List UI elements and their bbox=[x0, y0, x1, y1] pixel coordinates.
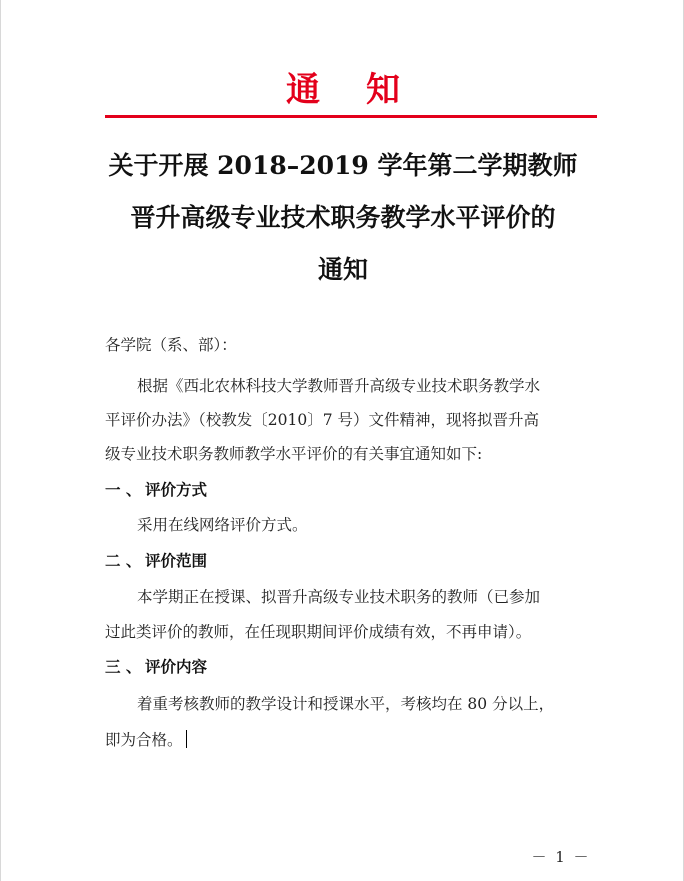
section-3-line-2-text: 即为合格。 bbox=[105, 731, 183, 749]
section-3-line-2 bbox=[105, 726, 585, 755]
section-heading-text-2: 评价范围 bbox=[145, 552, 208, 570]
intro-line-1: 根据《西北农林科技大学教师晋升高级专业技术职务教学水 bbox=[137, 377, 541, 395]
section-1-line-1: 采用在线网络评价方式。 bbox=[137, 516, 308, 534]
section-heading-text-1: 评价方式 bbox=[145, 481, 208, 499]
text-cursor[interactable] bbox=[186, 730, 188, 748]
header-red-rule bbox=[105, 115, 597, 118]
document-title-line-2: 晋升高级专业技术职务教学水平评价的 bbox=[130, 203, 556, 232]
page-number: － 1 － bbox=[531, 848, 591, 866]
section-heading-text-3: 评价内容 bbox=[145, 658, 208, 676]
section-number-3: 三 、 bbox=[105, 658, 142, 676]
section-heading-3 bbox=[105, 653, 585, 682]
section-2-line-1: 本学期正在授课、拟晋升高级专业技术职务的教师（已参加 bbox=[137, 588, 541, 606]
document-title-line-1: 关于开展 2018–2019 学年第二学期教师 bbox=[108, 151, 578, 180]
section-2-line-2: 过此类评价的教师，在任现职期间评价成绩有效，不再申请）。 bbox=[105, 623, 532, 641]
section-number-1: 一 、 bbox=[105, 481, 142, 499]
section-heading-1 bbox=[105, 476, 585, 505]
intro-line-3: 级专业技术职务教师教学水平评价的有关事宜通知如下: bbox=[105, 445, 483, 463]
document-title bbox=[101, 140, 585, 296]
intro-line-2: 平评价办法》（校教发〔2010〕7 号）文件精神，现将拟晋升高 bbox=[105, 411, 539, 429]
document-title-line-3: 通知 bbox=[317, 255, 368, 284]
section-number-2: 二 、 bbox=[105, 552, 142, 570]
section-heading-2 bbox=[105, 547, 585, 576]
salutation: 各学院（系、部）： bbox=[105, 336, 237, 354]
section-3-line-1: 着重考核教师的教学设计和授课水平，考核均在 80 分以上， bbox=[137, 695, 555, 713]
notice-header-title: 通知 bbox=[286, 70, 446, 110]
